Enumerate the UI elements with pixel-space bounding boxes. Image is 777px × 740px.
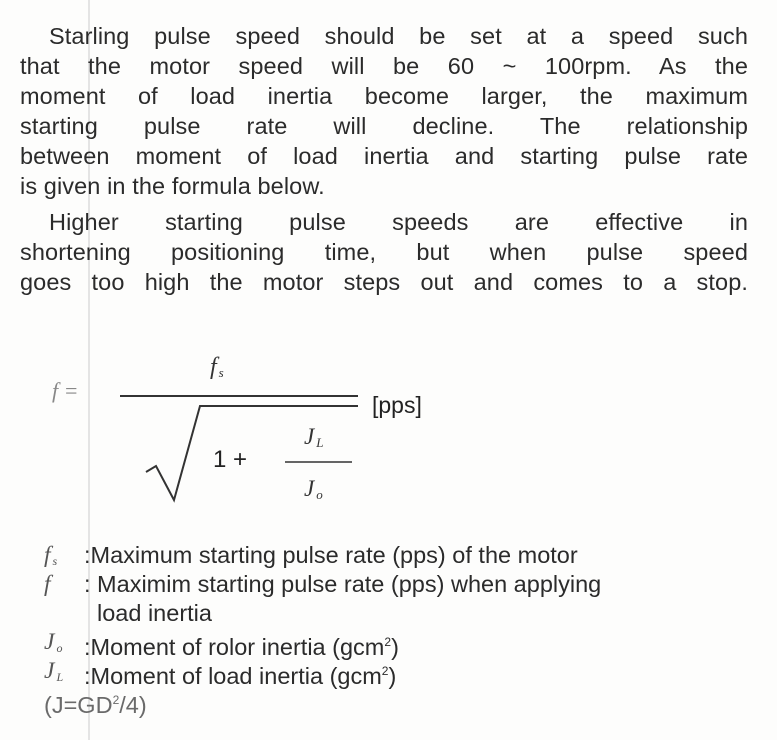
paragraph-line: between moment of load inertia and starting pulse rate	[20, 143, 748, 169]
legend-row-f	[44, 570, 764, 599]
paragraph-higher-pulse-speeds	[20, 207, 748, 297]
legend-symbol: f	[44, 571, 51, 597]
legend-description: : Maximim starting pulse rate (pps) when applying	[84, 571, 602, 597]
formula-lines	[0, 340, 777, 520]
legend-description: :Moment of load inertia (gcm$^2$)	[84, 663, 397, 689]
paragraph-line: that the motor speed will be 60 ~ 100rpm. As the	[20, 53, 748, 79]
formula-one-plus: 1 +	[213, 446, 248, 473]
formula-lhs: f =	[52, 378, 79, 403]
legend-symbol: J $_o$	[44, 629, 63, 655]
legend-row-gd	[44, 686, 764, 718]
legend-row-f-continued	[44, 599, 764, 628]
formula-inner-numerator: J $_L$	[304, 424, 324, 450]
paragraph-starting-pulse-speed	[20, 21, 748, 201]
legend-description: :Maximum starting pulse rate (pps) of the motor	[84, 542, 578, 568]
paragraph-line: is given in the formula below.	[20, 173, 325, 199]
symbol-legend	[44, 541, 764, 718]
paragraph-line: Starling pulse speed should be set at a speed such	[49, 23, 748, 49]
legend-symbol: f $_s$	[44, 542, 58, 568]
starting-pulse-rate-formula	[0, 340, 777, 520]
paragraph-line: starting pulse rate will decline. The relationship	[20, 113, 748, 139]
paragraph-line: Higher starting pulse speeds are effective in	[49, 209, 748, 235]
legend-gd-note: $(J=GD^2/4)$	[44, 692, 147, 718]
legend-row-jl	[44, 657, 764, 689]
square-root-sign	[146, 406, 358, 500]
legend-row-jo	[44, 628, 764, 660]
legend-description-continued: load inertia	[97, 600, 212, 626]
formula-unit: [pps]	[372, 392, 422, 418]
paragraph-line: moment of load inertia become larger, the maximum	[20, 83, 748, 109]
paragraph-line: goes too high the motor steps out and comes to a stop.	[20, 269, 748, 295]
legend-symbol: J $_L$	[44, 658, 64, 684]
formula-inner-denominator: J $_o$	[304, 476, 323, 502]
formula-numerator: f $_s$	[210, 354, 224, 380]
legend-row-fs	[44, 541, 764, 570]
paragraph-line: shortening positioning time, but when pulse speed	[20, 239, 748, 265]
legend-description: :Moment of rolor inertia (gcm$^2$)	[84, 634, 399, 660]
